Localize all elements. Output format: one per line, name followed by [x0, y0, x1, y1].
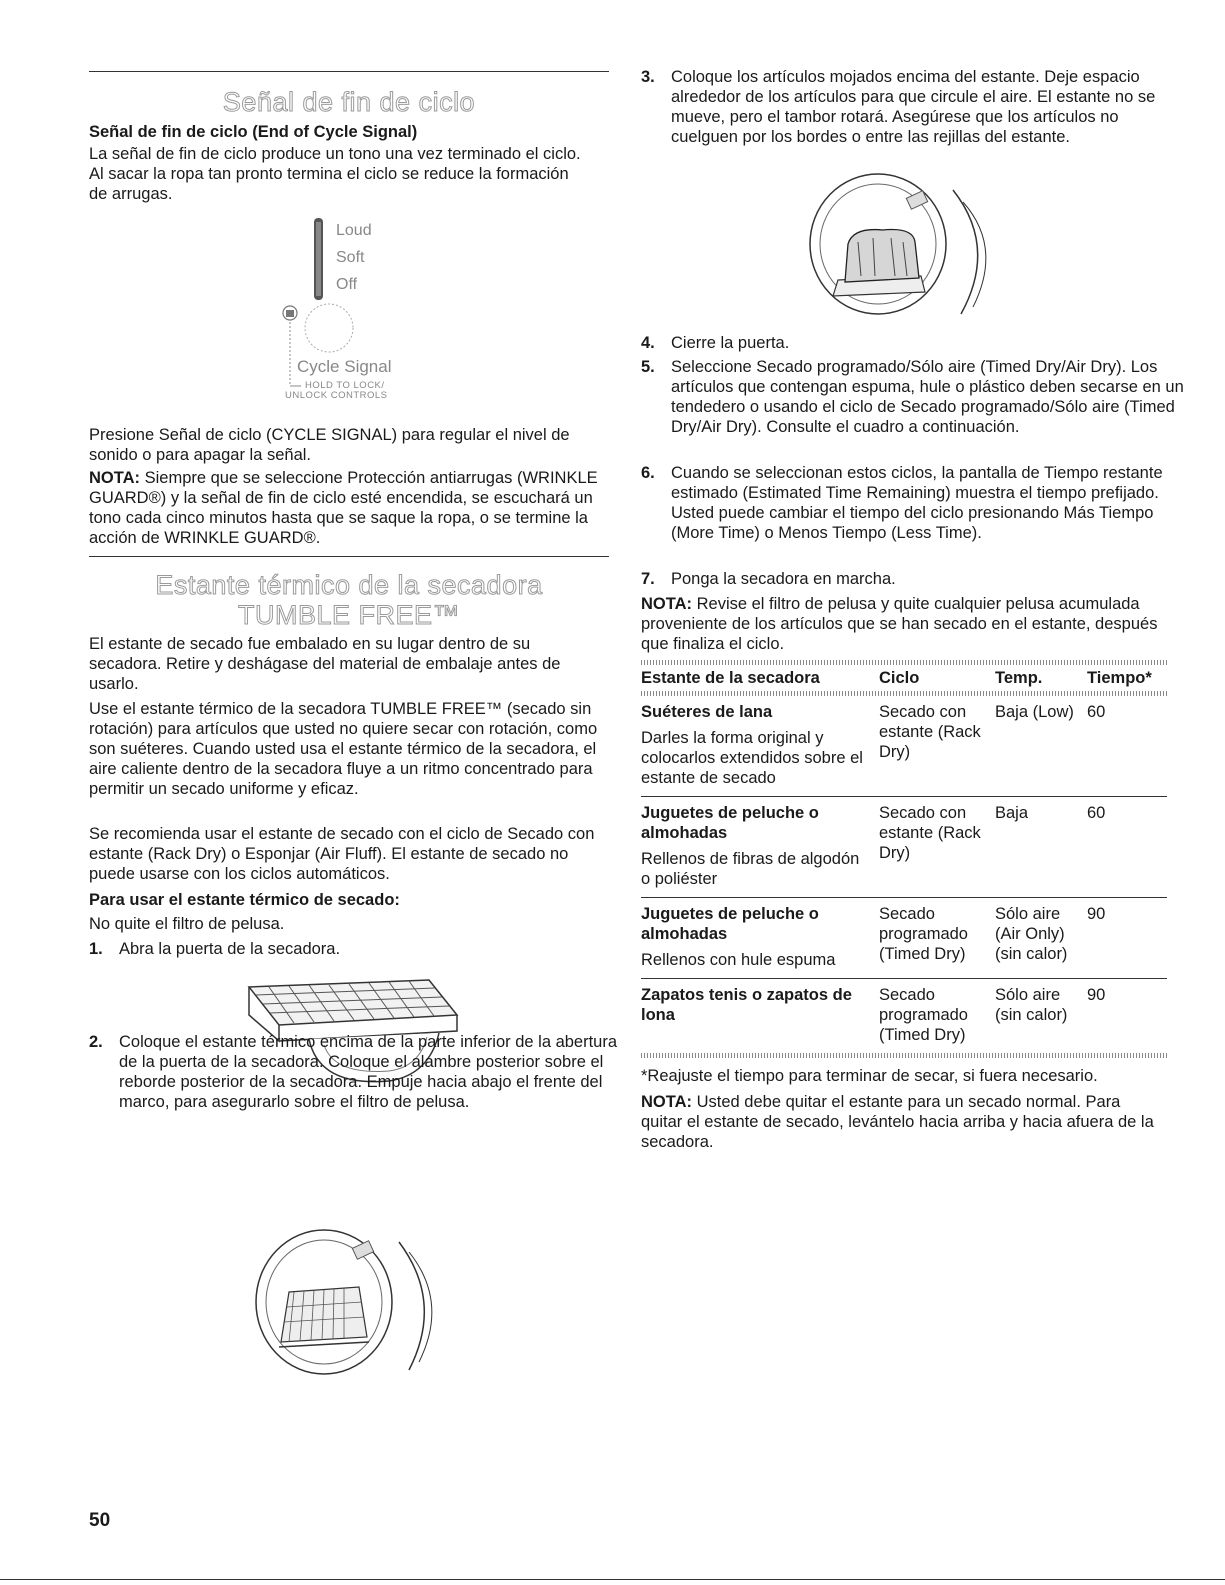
step-3 [641, 67, 1186, 147]
press-instruction: Presione Señal de ciclo (CYCLE SIGNAL) para regular el nivel de sonido o para apagar la señal. [89, 426, 570, 464]
section-divider [89, 556, 609, 557]
table-footnote: *Reajuste el tiempo para terminar de secar, si fuera necesario. [641, 1067, 1098, 1085]
note-label: NOTA: [641, 1093, 693, 1111]
step-2 [89, 1032, 619, 1112]
note-lint [641, 594, 1161, 654]
step-number: 7. [641, 570, 655, 588]
intro-paragraph: La señal de fin de ciclo produce un tono una vez terminado el ciclo. Al sacar la ropa tan pronto termina el ciclo se reduce la formación de arrugas. [89, 145, 581, 203]
cycle-signal-button-label[interactable]: Cycle Signal [297, 357, 392, 376]
section-divider [89, 71, 609, 72]
table-row [641, 696, 1167, 797]
note-remove-rack [641, 1092, 1161, 1152]
note-label: NOTA: [89, 469, 141, 487]
section-title-outline-2: TUMBLE FREE™ [237, 600, 461, 630]
row-cycle: Secado programado (Timed Dry) [879, 986, 968, 1044]
step-number: 2. [89, 1033, 103, 1051]
header-temp: Temp. [995, 669, 1043, 687]
note-label: NOTA: [641, 595, 693, 613]
row-cycle: Secado con estante (Rack Dry) [879, 703, 981, 761]
step-text: Coloque el estante térmico encima de la parte inferior de la abertura de la puerta de la secadora. Coloque el alambre posterior sobre el reborde posterior de la secadora. Empuje hacia abajo el frente del marco, para asegurarlo sobre el filtro de pelusa. [119, 1033, 618, 1111]
note-text: Revise el filtro de pelusa y quite cualquier pelusa acumulada proveniente de los artículos que se han secado en el estante, después que finaliza el ciclo. [641, 595, 1158, 653]
step-number: 1. [89, 940, 103, 958]
step-6 [641, 463, 1186, 543]
row-desc: Rellenos con hule espuma [641, 951, 836, 969]
rack-paragraph-2: Use el estante térmico de la secadora TUMBLE FREE™ (secado sin rotación) para artículos que usted no quiere secar con rotación, como son suéteres. Cuando usted usa el estante térmico de la secadora, el aire caliente dentro de la secadora fluye a un ritmo concentrado para permitir un secado uniforme y eficaz. [89, 700, 598, 798]
row-desc: Rellenos de fibras de algodón o poliéster [641, 850, 860, 888]
step-text: Ponga la secadora en marcha. [671, 570, 896, 588]
step-number: 6. [641, 464, 655, 482]
lock-label-line2: UNLOCK CONTROLS [285, 390, 388, 401]
step-4 [641, 333, 1186, 353]
dryer-with-items-illustration [803, 172, 1003, 322]
note-text: Usted debe quitar el estante para un secado normal. Para quitar el estante de secado, levántelo hacia arriba y hacia afuera de la secadora. [641, 1093, 1154, 1151]
step-number: 3. [641, 68, 655, 86]
row-cycle: Secado programado (Timed Dry) [879, 905, 968, 963]
section-title-outline: Estante térmico de la secadora [155, 570, 543, 600]
row-item: Juguetes de peluche o almohadas [641, 905, 819, 943]
row-temp: Baja [995, 804, 1029, 822]
note-wrinkle-guard [89, 468, 604, 548]
table-bottom-border [641, 1053, 1167, 1058]
step-1 [89, 939, 609, 959]
step-7 [641, 569, 1186, 589]
row-temp: Baja (Low) [995, 703, 1074, 721]
cycle-signal-button-outline [305, 304, 353, 352]
no-remove-filter: No quite el filtro de pelusa. [89, 915, 285, 933]
signal-level-soft[interactable]: Soft [336, 249, 365, 266]
step-5 [641, 357, 1186, 437]
table-row [641, 797, 1167, 898]
section-title-outline: Señal de fin de ciclo [222, 87, 476, 117]
rack-paragraph-3: Se recomienda usar el estante de secado con el ciclo de Secado con estante (Rack Dry) o Esponjar (Air Fluff). El estante de secado no puede usarse con los ciclos automáticos. [89, 825, 595, 883]
step-text: Abra la puerta de la secadora. [119, 940, 341, 958]
row-time: 60 [1087, 804, 1106, 822]
page-number: 50 [89, 1510, 111, 1531]
header-cycle: Ciclo [879, 669, 920, 687]
signal-level-off[interactable]: Off [336, 276, 358, 293]
row-cycle: Secado con estante (Rack Dry) [879, 804, 981, 862]
page-bottom-rule [0, 1579, 1225, 1580]
step-number: 5. [641, 358, 655, 376]
step-number: 4. [641, 334, 655, 352]
table-row [641, 898, 1167, 979]
signal-level-loud[interactable]: Loud [336, 222, 372, 239]
row-desc: Darles la forma original y colocarlos extendidos sobre el estante de secado [641, 729, 863, 787]
header-item: Estante de la secadora [641, 669, 820, 687]
lock-label-line1: HOLD TO LOCK/ [305, 380, 385, 391]
rack-dry-table [641, 660, 1167, 1152]
note-text: Siempre que se seleccione Protección antiarrugas (WRINKLE GUARD®) y la señal de fin de ciclo esté encendida, se escuchará un tono cada cinco minutos hasta que se saque la ropa, o se termine la acción de WRINKLE GUARD®. [89, 469, 598, 547]
rack-paragraph-1: El estante de secado fue embalado en su lugar dentro de su secadora. Retire y deshágase del material de embalaje antes de usarlo. [89, 635, 561, 693]
row-temp: Sólo aire (sin calor) [995, 986, 1068, 1024]
step-text: Cuando se seleccionan estos ciclos, la pantalla de Tiempo restante estimado (Estimated Time Remaining) muestra el tiempo prefijado. Usted puede cambiar el tiempo del ciclo presionando Más Tiempo (More Time) o Menos Tiempo (Less Time). [671, 464, 1163, 542]
row-item: Juguetes de peluche o almohadas [641, 804, 819, 842]
row-time: 60 [1087, 703, 1106, 721]
cycle-signal-panel [277, 216, 447, 416]
step-text: Seleccione Secado programado/Sólo aire (Timed Dry/Air Dry). Los artículos que contengan espuma, hule o plástico deben secarse en un tendedero o usando el ciclo de Secado programado/Sólo aire (Timed Dry/Air Dry). Consulte el cuadro a continuación. [671, 358, 1184, 436]
row-item: Zapatos tenis o zapatos de lona [641, 986, 852, 1024]
table-header [641, 665, 1167, 691]
step-text: Cierre la puerta. [671, 334, 790, 352]
section-subtitle: Señal de fin de ciclo (End of Cycle Signal) [89, 123, 418, 141]
row-time: 90 [1087, 905, 1106, 923]
row-item: Suéteres de lana [641, 703, 773, 721]
header-time: Tiempo* [1087, 669, 1152, 687]
table-row [641, 979, 1167, 1053]
row-time: 90 [1087, 986, 1106, 1004]
use-rack-heading: Para usar el estante térmico de secado: [89, 891, 400, 909]
row-temp: Sólo aire (Air Only) (sin calor) [995, 905, 1068, 963]
step-text: Coloque los artículos mojados encima del estante. Deje espacio alrededor de los artículos para que circule el aire. El estante no se mueve, pero el tambor rotará. Asegúrese que los artículos no cuelguen por los bordes o entre las rejillas del estante. [671, 68, 1156, 146]
dryer-rack-installed-illustration [249, 1222, 449, 1382]
